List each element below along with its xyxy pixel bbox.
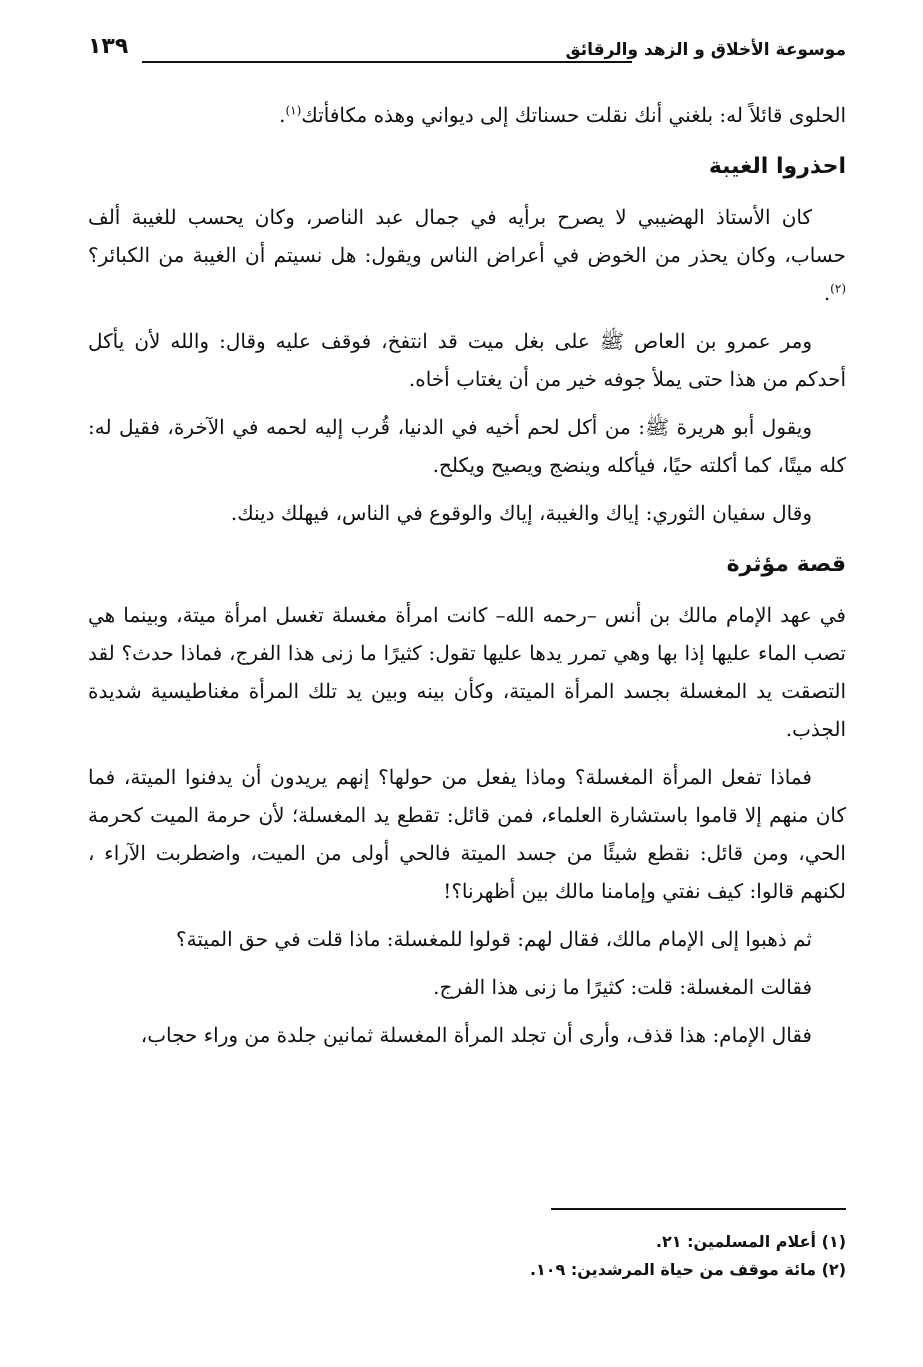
footnote: (١) أعلام المسلمين: ٢١.: [655, 1232, 846, 1251]
paragraph: فقالت المغسلة: قلت: كثيرًا ما زنى هذا الفرج.: [433, 975, 812, 999]
paragraph: فماذا تفعل المرأة المغسلة؟ وماذا يفعل من حولها؟ إنهم يريدون أن يدفنوا الميتة، فما كان منهم إلا قاموا باستشارة العلماء، فمن قائل: تقطع يد المغسلة؛ لأن حرمة الميت كحرمة الحي، ومن قائل: نقطع شيئًا من جسد الميتة فالحي أولى من الميت، واضطربت الآراء ، لكنهم قالوا: كيف نفتي وإمامنا مالك بين أظهرنا؟!: [88, 765, 846, 903]
footnote: (٢) مائة موقف من حياة المرشدين: ١٠٩.: [529, 1260, 846, 1279]
paragraph: [88, 198, 846, 312]
paragraph: [88, 96, 846, 134]
paragraph-text: كان الأستاذ الهضيبي لا يصرح برأيه في جمال عبد الناصر، وكان يحسب للغيبة ألف حساب، وكان يحذر من الخوض في أعراض الناس ويقول: هل نسيتم أن الغيبة من الكبائر؟: [88, 205, 846, 267]
paragraph: وقال سفيان الثوري: إياك والغيبة، إياك والوقوع في الناس، فيهلك دينك.: [230, 501, 812, 525]
footnotes: [88, 1208, 846, 1284]
footnote-ref: (٢): [830, 281, 846, 296]
page-number: ١٣٩: [88, 34, 129, 59]
footnote-rule: [551, 1208, 846, 1210]
paragraph: ثم ذهبوا إلى الإمام مالك، فقال لهم: قولوا للمغسلة: ماذا قلت في حق الميتة؟: [176, 927, 812, 951]
paragraph: ويقول أبو هريرة ﷺ: من أكل لحم أخيه في الدنيا، قُرب إليه لحمه في الآخرة، فقيل له: كله ميتًا، كما أكلته حيًا، فيأكله وينضج ويصيح ويكلح.: [88, 415, 846, 477]
section-heading: قصة مؤثرة: [726, 552, 846, 577]
paragraph: في عهد الإمام مالك بن أنس –رحمه الله– كانت امرأة مغسلة تغسل امرأة ميتة، وبينما هي تصب الماء عليها إذا بها وهي تمرر يدها عليها تقول: كثيرًا ما زنى هذا الفرج، فماذا حدث؟ لقد التصقت يد المغسلة بجسد المرأة الميتة، وكأن بينه وبين يد تلك المرأة مغناطيسية شديدة الجذب.: [88, 603, 846, 741]
book-title: موسوعة الأخلاق و الزهد والرقائق: [565, 40, 846, 60]
running-header: [88, 34, 846, 74]
paragraph-end: .: [279, 103, 286, 127]
paragraph: فقال الإمام: هذا قذف، وأرى أن تجلد المرأة المغسلة ثمانين جلدة من وراء حجاب،: [140, 1023, 812, 1047]
header-rule: [142, 61, 632, 63]
page-body: [88, 96, 846, 1054]
footnote-ref: (١): [285, 103, 302, 118]
paragraph-text: الحلوى قائلاً له: بلغني أنك نقلت حسناتك إلى ديواني وهذه مكافأتك: [301, 103, 846, 127]
paragraph: ومر عمرو بن العاص ﷺ على بغل ميت قد انتفخ، فوقف عليه وقال: والله لأن يأكل أحدكم من هذا حتى يملأ جوفه خير من أن يغتاب أخاه.: [88, 329, 846, 391]
paragraph-end: .: [823, 281, 831, 305]
section-heading: احذروا الغيبة: [708, 154, 846, 179]
